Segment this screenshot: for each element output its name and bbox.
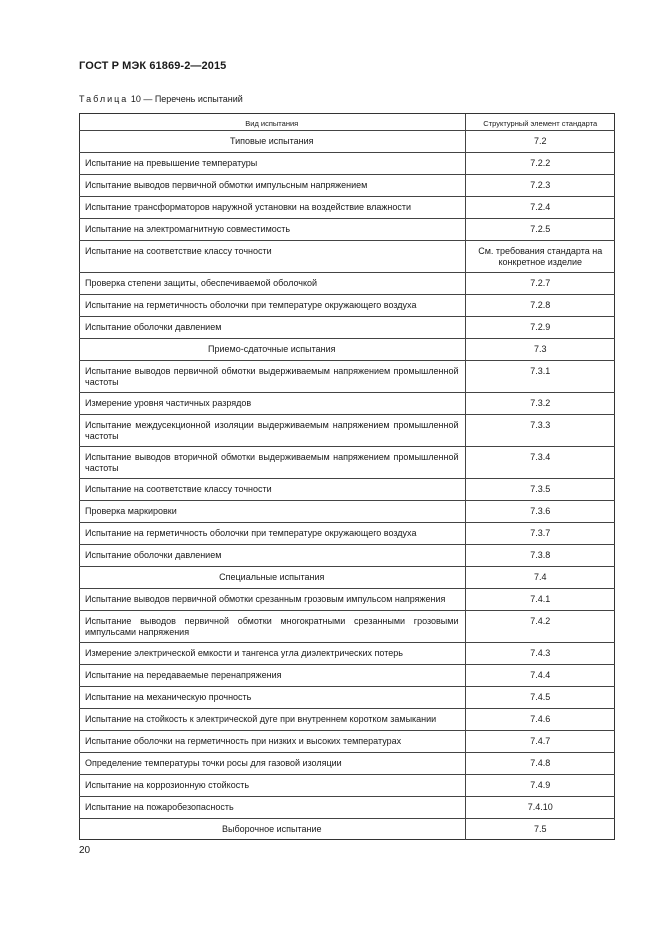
- column-header-test-type: Вид испытания: [79, 114, 465, 130]
- clause-reference: 7.2.9: [465, 316, 615, 338]
- test-name: Испытание на передаваемые перенапряжения: [79, 664, 465, 686]
- clause-reference: 7.4.5: [465, 686, 615, 708]
- test-name: Испытание на пожаробезопасность: [79, 796, 465, 818]
- test-name: Измерение электрической емкости и тангенса угла диэлектрических потерь: [79, 642, 465, 664]
- test-name: Испытание на герметичность оболочки при температуре окружающего воздуха: [79, 294, 465, 316]
- table-caption: [79, 94, 243, 104]
- clause-reference: 7.3.8: [465, 544, 615, 566]
- test-name: Испытание трансформаторов наружной установки на воздействие влажности: [79, 196, 465, 218]
- table-row: [79, 610, 615, 642]
- clause-reference: 7.2.3: [465, 174, 615, 196]
- tests-table: [79, 114, 615, 840]
- clause-reference: 7.4.3: [465, 642, 615, 664]
- table-row: [79, 686, 615, 708]
- clause-reference: 7.2.5: [465, 218, 615, 240]
- clause-reference: 7.3.2: [465, 392, 615, 414]
- table-header-row: [79, 114, 615, 130]
- table-row: [79, 642, 615, 664]
- test-name: Испытание на стойкость к электрической дуге при внутреннем коротком замыкании: [79, 708, 465, 730]
- test-name: Испытание выводов первичной обмотки импульсным напряжением: [79, 174, 465, 196]
- clause-reference: 7.3.5: [465, 478, 615, 500]
- column-header-structural-element: Структурный элемент стандарта: [465, 114, 615, 130]
- section-row: [79, 818, 615, 840]
- table-row: [79, 152, 615, 174]
- table-row: [79, 500, 615, 522]
- table-row: [79, 522, 615, 544]
- section-row: [79, 338, 615, 360]
- test-name: Испытание выводов первичной обмотки выдерживаемым напряжением промышленной частоты: [79, 360, 465, 392]
- clause-reference: 7.2.7: [465, 272, 615, 294]
- test-name: Испытание оболочки давлением: [79, 316, 465, 338]
- document-header: ГОСТ Р МЭК 61869-2—2015: [79, 60, 227, 72]
- test-name: Испытание на коррозионную стойкость: [79, 774, 465, 796]
- table-row: [79, 316, 615, 338]
- table-row: [79, 796, 615, 818]
- table-row: [79, 664, 615, 686]
- table-row: [79, 174, 615, 196]
- table-row: [79, 294, 615, 316]
- table-row: [79, 446, 615, 478]
- clause-reference: 7.4.8: [465, 752, 615, 774]
- clause-reference: 7.4.2: [465, 610, 615, 642]
- table-row: [79, 272, 615, 294]
- caption-prefix: Таблица: [79, 94, 129, 104]
- table-row: [79, 774, 615, 796]
- section-title: Специальные испытания: [79, 566, 465, 588]
- clause-reference: 7.3.4: [465, 446, 615, 478]
- clause-reference: 7.4.1: [465, 588, 615, 610]
- section-title: Типовые испытания: [79, 130, 465, 152]
- test-name: Испытание на превышение температуры: [79, 152, 465, 174]
- caption-text: 10 — Перечень испытаний: [130, 94, 243, 104]
- section-title: Приемо-сдаточные испытания: [79, 338, 465, 360]
- clause-reference: 7.3.6: [465, 500, 615, 522]
- test-name: Испытание на механическую прочность: [79, 686, 465, 708]
- clause-reference: 7.3: [465, 338, 615, 360]
- clause-reference: 7.4.6: [465, 708, 615, 730]
- clause-reference: 7.2: [465, 130, 615, 152]
- table-row: [79, 392, 615, 414]
- test-name: Испытание выводов вторичной обмотки выдерживаемым напряжением промышленной частоты: [79, 446, 465, 478]
- section-row: [79, 566, 615, 588]
- test-name: Испытание выводов первичной обмотки срезанным грозовым импульсом напряжения: [79, 588, 465, 610]
- test-name: Испытание на электромагнитную совместимость: [79, 218, 465, 240]
- clause-reference: 7.4.9: [465, 774, 615, 796]
- section-title: Выборочное испытание: [79, 818, 465, 840]
- section-row: [79, 130, 615, 152]
- clause-reference: 7.2.2: [465, 152, 615, 174]
- test-name: Испытание оболочки на герметичность при низких и высоких температурах: [79, 730, 465, 752]
- clause-reference: 7.3.7: [465, 522, 615, 544]
- clause-reference: 7.2.4: [465, 196, 615, 218]
- clause-reference: 7.3.1: [465, 360, 615, 392]
- table-row: [79, 730, 615, 752]
- test-name: Испытание выводов первичной обмотки многократными срезанными грозовыми импульсами напряжения: [79, 610, 465, 642]
- test-name: Определение температуры точки росы для газовой изоляции: [79, 752, 465, 774]
- test-name: Проверка степени защиты, обеспечиваемой оболочкой: [79, 272, 465, 294]
- clause-reference: 7.4.10: [465, 796, 615, 818]
- clause-reference: 7.4.4: [465, 664, 615, 686]
- test-name: Проверка маркировки: [79, 500, 465, 522]
- table-row: [79, 752, 615, 774]
- clause-reference: 7.4.7: [465, 730, 615, 752]
- clause-reference: 7.5: [465, 818, 615, 840]
- test-name: Испытание на герметичность оболочки при температуре окружающего воздуха: [79, 522, 465, 544]
- test-name: Испытание междусекционной изоляции выдерживаемым напряжением промышленной частоты: [79, 414, 465, 446]
- clause-reference: 7.2.8: [465, 294, 615, 316]
- test-name: Испытание оболочки давлением: [79, 544, 465, 566]
- clause-reference: 7.4: [465, 566, 615, 588]
- table-row: [79, 544, 615, 566]
- test-name: Измерение уровня частичных разрядов: [79, 392, 465, 414]
- table-row: [79, 708, 615, 730]
- test-name: Испытание на соответствие классу точности: [79, 240, 465, 272]
- table-row: [79, 414, 615, 446]
- table-row: [79, 240, 615, 272]
- test-name: Испытание на соответствие классу точности: [79, 478, 465, 500]
- page-number: 20: [79, 845, 91, 856]
- table-row: [79, 478, 615, 500]
- table-row: [79, 588, 615, 610]
- clause-reference: См. требования стандарта на конкретное изделие: [465, 240, 615, 272]
- table-row: [79, 218, 615, 240]
- table-row: [79, 360, 615, 392]
- clause-reference: 7.3.3: [465, 414, 615, 446]
- table-row: [79, 196, 615, 218]
